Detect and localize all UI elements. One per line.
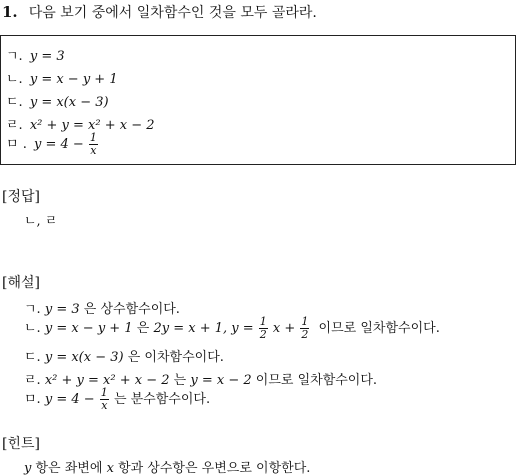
- fraction: [89, 132, 98, 157]
- explanation-line-3: [24, 346, 224, 365]
- explanation-line-5: [24, 387, 210, 412]
- hint-part: 항은 좌변에: [35, 461, 103, 476]
- line-label: ㄷ.: [24, 350, 41, 365]
- fraction-numerator: 1: [301, 315, 309, 328]
- line-expression: y = 4 −: [44, 392, 95, 407]
- line-text: 은 이차함수이다.: [127, 350, 224, 365]
- option-expression: y = x − y + 1: [29, 72, 118, 87]
- option-label: ㄱ.: [6, 49, 23, 64]
- option-expression: y = x(x − 3): [29, 95, 109, 110]
- fraction: [259, 316, 268, 341]
- option-label: ㄴ.: [6, 72, 23, 87]
- hint-var-y: y: [24, 461, 32, 476]
- line-expression: y = x − y + 1: [44, 321, 133, 336]
- option-4: [6, 114, 155, 133]
- option-expression: x² + y = x² + x − 2: [29, 118, 155, 133]
- hint-var-x: x: [106, 461, 114, 476]
- fraction-denominator: x: [101, 399, 108, 412]
- line-expression-2: y = x − 2: [190, 373, 252, 388]
- hint-text: [24, 457, 310, 476]
- option-5: [6, 132, 99, 157]
- option-2: [6, 68, 118, 87]
- fraction-denominator: 2: [259, 328, 267, 341]
- line-text: 이므로 일차함수이다.: [318, 321, 440, 336]
- explanation-line-1: [24, 298, 180, 317]
- option-3: [6, 91, 109, 110]
- answer-heading: [정답]: [2, 189, 40, 205]
- option-label: ㅁ .: [6, 137, 27, 152]
- line-expression-2: 2y = x + 1, y =: [153, 321, 254, 336]
- option-label: ㄷ.: [6, 95, 23, 110]
- line-expression-3: x +: [272, 321, 296, 336]
- line-expression: y = x(x − 3): [44, 350, 124, 365]
- line-text: 이므로 일차함수이다.: [255, 373, 378, 388]
- line-expression: x² + y = x² + x − 2: [44, 373, 170, 388]
- fraction-denominator: x: [90, 144, 97, 157]
- option-1: [6, 45, 65, 64]
- question-line: [2, 2, 317, 22]
- hint-part: 항과 상수항은 우변으로 이항한다.: [118, 461, 311, 476]
- line-label: ㄹ.: [24, 373, 41, 388]
- fraction: [100, 387, 109, 412]
- option-expression: y = 3: [29, 49, 65, 64]
- line-mid: 는: [173, 373, 187, 388]
- line-label: ㄱ.: [24, 302, 41, 317]
- line-label: ㄴ.: [24, 321, 41, 336]
- fraction-numerator: 1: [89, 131, 97, 144]
- option-label: ㄹ.: [6, 118, 23, 133]
- fraction: [300, 316, 309, 341]
- explanation-heading: [해설]: [2, 275, 40, 291]
- line-text: 는 분수함수이다.: [113, 392, 211, 407]
- answer-text: ㄴ, ㄹ: [24, 214, 58, 229]
- fraction-numerator: 1: [100, 386, 108, 399]
- fraction-numerator: 1: [259, 315, 267, 328]
- explanation-line-4: [24, 369, 377, 388]
- line-label: ㅁ.: [24, 392, 41, 407]
- line-expression: y = 3: [44, 302, 80, 317]
- fraction-denominator: 2: [301, 328, 309, 341]
- hint-heading: [힌트]: [2, 436, 40, 452]
- line-mid: 은: [136, 321, 150, 336]
- line-text: 은 상수함수이다.: [83, 302, 180, 317]
- explanation-line-2: [24, 316, 440, 341]
- option-expression: y = 4 −: [33, 137, 88, 152]
- question-number: 1.: [2, 3, 18, 21]
- question-text: 다음 보기 중에서 일차함수인 것을 모두 골라라.: [28, 5, 317, 21]
